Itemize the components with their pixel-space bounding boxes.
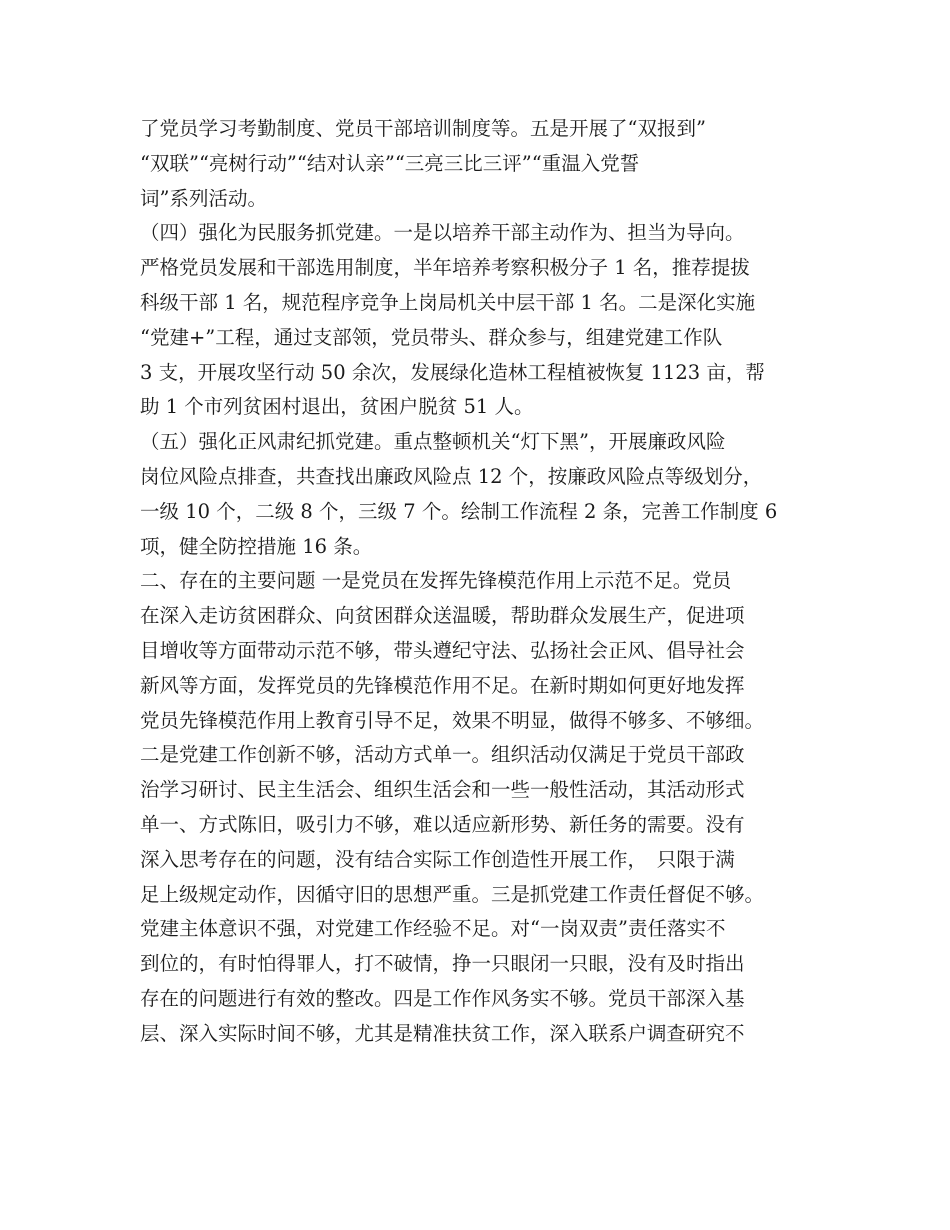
text-line: 到位的，有时怕得罪人，打不破情，挣一只眼闭一只眼，没有及时指出 xyxy=(140,952,745,976)
text-line: 了党员学习考勤制度、党员干部培训制度等。五是开展了“双报到” xyxy=(140,117,706,140)
text-line: 新风等方面，发挥党员的先锋模范作用不足。在新时期如何更好地发挥 xyxy=(140,673,745,697)
text-line: 项，健全防控措施 16 条。 xyxy=(140,534,373,558)
text-line: 二是党建工作创新不够，活动方式单一。组织活动仅满足于党员干部政 xyxy=(140,743,745,767)
section-heading-line: 二、存在的主要问题 一是党员在发挥先锋模范作用上示范不足。党员 xyxy=(140,569,732,593)
text-line: 词”系列活动。 xyxy=(140,186,267,210)
text-line: 深入思考存在的问题，没有结合实际工作创造性开展工作， 只限于满 xyxy=(140,847,735,871)
text-line: 严格党员发展和干部选用制度，半年培养考察积极分子 1 名，推荐提拔 xyxy=(140,256,750,280)
text-line: 一级 10 个，二级 8 个，三级 7 个。绘制工作流程 2 条，完善工作制度 6 xyxy=(140,499,778,523)
text-line: 党建主体意识不强，对党建工作经验不足。对“一岗双责”责任落实不 xyxy=(140,917,726,941)
text-line: 党员先锋模范作用上教育引导不足，效果不明显，做得不够多、不够细。 xyxy=(140,708,765,732)
text-line: 单一、方式陈旧，吸引力不够，难以适应新形势、新任务的需要。没有 xyxy=(140,812,745,836)
text-line: 存在的问题进行有效的整改。四是工作作风务实不够。党员干部深入基 xyxy=(140,986,745,1010)
text-line: 治学习研讨、民主生活会、组织生活会和一些一般性活动，其活动形式 xyxy=(140,778,745,802)
text-line: 目增收等方面带动示范不够，带头遵纪守法、弘扬社会正风、倡导社会 xyxy=(140,638,745,662)
text-line: 岗位风险点排查，共查找出廉政风险点 12 个，按廉政风险点等级划分， xyxy=(140,464,763,488)
text-line: 足上级规定动作，因循守旧的思想严重。三是抓党建工作责任督促不够。 xyxy=(140,882,765,906)
text-line: 科级干部 1 名，规范程序竞争上岗局机关中层干部 1 名。二是深化实施 xyxy=(140,290,756,314)
text-line: 在深入走访贫困群众、向贫困群众送温暖，帮助群众发展生产，促进项 xyxy=(140,604,745,628)
text-line: “党建+”工程，通过支部领，党员带头、群众参与，组建党建工作队 xyxy=(140,325,723,349)
text-line: “双联”“亮树行动”“结对认亲”“三亮三比三评”“重温入党誓 xyxy=(140,151,640,175)
text-line: 层、深入实际时间不够，尤其是精准扶贫工作，深入联系户调查研究不 xyxy=(140,1021,745,1045)
body-text xyxy=(140,112,840,1052)
section-heading-line: （五）强化正风肃纪抓党建。重点整顿机关“灯下黑”，开展廉政风险 xyxy=(140,430,726,454)
text-line: 3 支，开展攻坚行动 50 余次，发展绿化造林工程植被恢复 1123 亩，帮 xyxy=(140,360,765,384)
text-line: 助 1 个市列贫困村退出，贫困户脱贫 51 人。 xyxy=(140,395,534,419)
section-heading-line: （四）强化为民服务抓党建。一是以培养干部主动作为、担当为导向。 xyxy=(140,221,745,245)
